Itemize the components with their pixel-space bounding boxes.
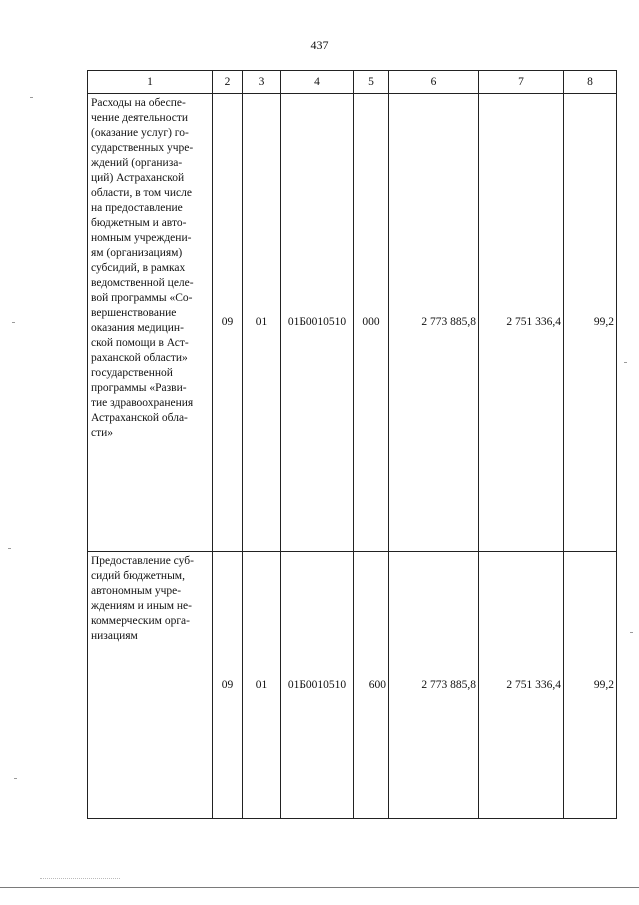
column-header: 2 [213, 71, 243, 94]
planned-amount: 2 773 885,8 [389, 552, 479, 819]
planned-amount: 2 773 885,8 [389, 94, 479, 552]
column-header: 1 [88, 71, 213, 94]
page-edge-rule [0, 887, 639, 888]
actual-amount: 2 751 336,4 [479, 94, 564, 552]
header-row [88, 71, 617, 94]
scan-mark [630, 632, 633, 633]
execution-percent: 99,2 [564, 94, 617, 552]
scan-dots [40, 878, 120, 880]
scan-mark [8, 548, 11, 549]
target-article-code: 01Б0010510 [281, 552, 354, 819]
actual-amount: 2 751 336,4 [479, 552, 564, 819]
row-description: Предоставление суб- сидий бюджетным, автономным учре- ждениям и иным не- коммерческим орга- низациям [88, 552, 213, 819]
scan-mark [12, 322, 15, 323]
budget-table [87, 70, 617, 819]
expense-type-code: 600 [354, 552, 389, 819]
execution-percent: 99,2 [564, 552, 617, 819]
column-header: 3 [243, 71, 281, 94]
section-code: 09 [213, 552, 243, 819]
target-article-code: 01Б0010510 [281, 94, 354, 552]
scan-mark [14, 778, 17, 779]
subsection-code: 01 [243, 94, 281, 552]
column-header: 4 [281, 71, 354, 94]
column-header: 5 [354, 71, 389, 94]
section-code: 09 [213, 94, 243, 552]
column-header: 8 [564, 71, 617, 94]
subsection-code: 01 [243, 552, 281, 819]
table-row [88, 552, 617, 819]
column-header: 6 [389, 71, 479, 94]
expense-type-code: 000 [354, 94, 389, 552]
row-description: Расходы на обеспе- чение деятельности (оказание услуг) го- сударственных учре- ждений (организа- ций) Астраханской области, в том числе на предоставление бюджетным и авто- номным учреждени- ям (организациям) субсидий, в рамках ведомственной целе- вой программы «Со- вершенствование оказания медицин- ской помощи в Аст- раханской области» государственной программы «Разви- тие здравоохранения Астраханской обла- сти» [88, 94, 213, 552]
table-row [88, 94, 617, 552]
page-number: 437 [310, 38, 329, 52]
column-header: 7 [479, 71, 564, 94]
scan-mark [30, 97, 33, 98]
scan-mark [624, 362, 627, 363]
